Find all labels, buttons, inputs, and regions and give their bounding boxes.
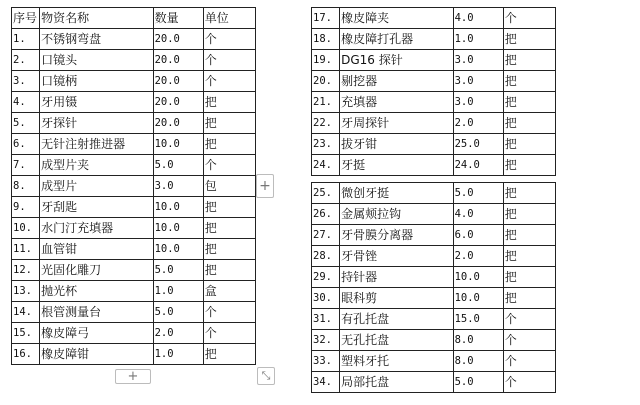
cell-unit[interactable]: 把 xyxy=(203,92,255,113)
table-row xyxy=(312,204,556,225)
cell-unit[interactable]: 盒 xyxy=(203,281,255,302)
cell-index[interactable]: 30. xyxy=(312,288,340,309)
cell-quantity[interactable]: 15.0 xyxy=(453,309,503,330)
cell-unit[interactable]: 个 xyxy=(503,309,555,330)
cell-index[interactable]: 33. xyxy=(312,351,340,372)
table-row xyxy=(12,302,256,323)
cell-item-name[interactable]: 不锈钢弯盘 xyxy=(40,29,153,50)
add-row-button[interactable]: + xyxy=(115,369,151,384)
cell-quantity[interactable]: 3.0 xyxy=(453,92,503,113)
cell-item-name[interactable]: DG16 探针 xyxy=(340,50,453,71)
cell-index[interactable]: 29. xyxy=(312,267,340,288)
cell-index[interactable]: 16. xyxy=(12,344,40,365)
cell-index[interactable]: 25. xyxy=(312,183,340,204)
cell-quantity[interactable]: 10.0 xyxy=(153,134,203,155)
cell-index[interactable]: 9. xyxy=(12,197,40,218)
cell-unit[interactable]: 把 xyxy=(503,92,555,113)
cell-quantity[interactable]: 4.0 xyxy=(453,204,503,225)
cell-unit[interactable]: 个 xyxy=(203,155,255,176)
cell-quantity[interactable]: 20.0 xyxy=(153,71,203,92)
table-row xyxy=(12,323,256,344)
inventory-table-2 xyxy=(311,7,556,176)
cell-index[interactable]: 11. xyxy=(12,239,40,260)
cell-quantity[interactable]: 5.0 xyxy=(153,302,203,323)
table-row xyxy=(12,197,256,218)
cell-index[interactable]: 26. xyxy=(312,204,340,225)
cell-index[interactable]: 12. xyxy=(12,260,40,281)
cell-quantity[interactable]: 10.0 xyxy=(453,288,503,309)
cell-quantity[interactable]: 5.0 xyxy=(153,155,203,176)
cell-item-name[interactable]: 微创牙挺 xyxy=(340,183,453,204)
cell-quantity[interactable]: 3.0 xyxy=(153,176,203,197)
cell-index[interactable]: 5. xyxy=(12,113,40,134)
header-item-name[interactable]: 物资名称 xyxy=(40,8,153,29)
inventory-table-1 xyxy=(11,7,256,365)
table-row xyxy=(312,92,556,113)
cell-item-name[interactable]: 金属颊拉钩 xyxy=(340,204,453,225)
add-column-button[interactable]: + xyxy=(256,174,274,198)
cell-index[interactable]: 15. xyxy=(12,323,40,344)
cell-unit[interactable]: 把 xyxy=(203,218,255,239)
cell-quantity[interactable]: 8.0 xyxy=(453,351,503,372)
cell-item-name[interactable]: 局部托盘 xyxy=(340,372,453,393)
cell-unit[interactable]: 个 xyxy=(203,323,255,344)
cell-item-name[interactable]: 无孔托盘 xyxy=(340,330,453,351)
cell-quantity[interactable]: 25.0 xyxy=(453,134,503,155)
cell-item-name[interactable]: 橡皮障夹 xyxy=(340,8,453,29)
cell-unit[interactable]: 把 xyxy=(503,113,555,134)
cell-index[interactable]: 34. xyxy=(312,372,340,393)
cell-unit[interactable]: 把 xyxy=(203,197,255,218)
table-row xyxy=(312,134,556,155)
cell-item-name[interactable]: 有孔托盘 xyxy=(340,309,453,330)
cell-item-name[interactable]: 牙骨锉 xyxy=(340,246,453,267)
cell-unit[interactable]: 个 xyxy=(203,71,255,92)
cell-item-name[interactable]: 橡皮障钳 xyxy=(40,344,153,365)
cell-unit[interactable]: 包 xyxy=(203,176,255,197)
table-row xyxy=(12,260,256,281)
cell-item-name[interactable]: 牙用镊 xyxy=(40,92,153,113)
cell-quantity[interactable]: 4.0 xyxy=(453,8,503,29)
cell-item-name[interactable]: 无针注射推进器 xyxy=(40,134,153,155)
cell-item-name[interactable]: 成型片夹 xyxy=(40,155,153,176)
cell-unit[interactable]: 个 xyxy=(203,29,255,50)
cell-index[interactable]: 14. xyxy=(12,302,40,323)
table-row xyxy=(12,29,256,50)
cell-item-name[interactable]: 剔挖器 xyxy=(340,71,453,92)
cell-index[interactable]: 18. xyxy=(312,29,340,50)
table-row xyxy=(12,176,256,197)
cell-unit[interactable]: 把 xyxy=(503,267,555,288)
cell-item-name[interactable]: 牙刮匙 xyxy=(40,197,153,218)
cell-index[interactable]: 23. xyxy=(312,134,340,155)
cell-quantity[interactable]: 8.0 xyxy=(453,330,503,351)
cell-unit[interactable]: 把 xyxy=(503,225,555,246)
cell-item-name[interactable]: 牙周探针 xyxy=(340,113,453,134)
cell-unit[interactable]: 把 xyxy=(503,288,555,309)
cell-index[interactable]: 1. xyxy=(12,29,40,50)
cell-unit[interactable]: 把 xyxy=(203,260,255,281)
table-row xyxy=(312,50,556,71)
cell-item-name[interactable]: 血管钳 xyxy=(40,239,153,260)
cell-index[interactable]: 32. xyxy=(312,330,340,351)
cell-unit[interactable]: 个 xyxy=(503,8,555,29)
table-row xyxy=(312,351,556,372)
cell-unit[interactable]: 个 xyxy=(203,302,255,323)
cell-unit[interactable]: 把 xyxy=(503,134,555,155)
cell-quantity[interactable]: 1.0 xyxy=(153,281,203,302)
table-row xyxy=(312,330,556,351)
cell-item-name[interactable]: 拔牙钳 xyxy=(340,134,453,155)
table-row xyxy=(12,239,256,260)
table-row xyxy=(312,71,556,92)
cell-quantity[interactable]: 3.0 xyxy=(453,71,503,92)
inventory-table-3 xyxy=(311,182,556,393)
cell-item-name[interactable]: 牙探针 xyxy=(40,113,153,134)
cell-index[interactable]: 3. xyxy=(12,71,40,92)
header-unit[interactable]: 单位 xyxy=(203,8,255,29)
cell-index[interactable]: 8. xyxy=(12,176,40,197)
cell-item-name[interactable]: 牙骨膜分离器 xyxy=(340,225,453,246)
table-row xyxy=(312,372,556,393)
cell-quantity[interactable]: 10.0 xyxy=(153,197,203,218)
cell-quantity[interactable]: 20.0 xyxy=(153,50,203,71)
cell-item-name[interactable]: 牙挺 xyxy=(340,155,453,176)
cell-unit[interactable]: 把 xyxy=(203,239,255,260)
table-row xyxy=(12,344,256,365)
cell-item-name[interactable]: 成型片 xyxy=(40,176,153,197)
cell-unit[interactable]: 把 xyxy=(503,246,555,267)
cell-quantity[interactable]: 10.0 xyxy=(153,218,203,239)
cell-index[interactable]: 13. xyxy=(12,281,40,302)
cell-item-name[interactable]: 根管测量台 xyxy=(40,302,153,323)
cell-item-name[interactable]: 光固化雕刀 xyxy=(40,260,153,281)
cell-quantity[interactable]: 1.0 xyxy=(453,29,503,50)
table-row xyxy=(12,281,256,302)
cell-unit[interactable]: 把 xyxy=(203,134,255,155)
table-row xyxy=(312,225,556,246)
cell-item-name[interactable]: 橡皮障打孔器 xyxy=(340,29,453,50)
table-row xyxy=(12,155,256,176)
cell-item-name[interactable]: 口镜头 xyxy=(40,50,153,71)
cell-unit[interactable]: 把 xyxy=(503,71,555,92)
cell-index[interactable]: 31. xyxy=(312,309,340,330)
table-row xyxy=(12,218,256,239)
table-row xyxy=(312,8,556,29)
table-header-row xyxy=(12,8,256,29)
cell-unit[interactable]: 把 xyxy=(503,155,555,176)
table-row xyxy=(312,309,556,330)
cell-unit[interactable]: 把 xyxy=(503,183,555,204)
table-row xyxy=(12,50,256,71)
cell-index[interactable]: 17. xyxy=(312,8,340,29)
cell-quantity[interactable]: 20.0 xyxy=(153,92,203,113)
cell-quantity[interactable]: 5.0 xyxy=(453,183,503,204)
cell-quantity[interactable]: 5.0 xyxy=(153,260,203,281)
cell-index[interactable]: 24. xyxy=(312,155,340,176)
cell-quantity[interactable]: 2.0 xyxy=(453,246,503,267)
cell-item-name[interactable]: 抛光杯 xyxy=(40,281,153,302)
table-row xyxy=(312,267,556,288)
cell-quantity[interactable]: 24.0 xyxy=(453,155,503,176)
cell-quantity[interactable]: 1.0 xyxy=(153,344,203,365)
cell-index[interactable]: 2. xyxy=(12,50,40,71)
table-row xyxy=(312,29,556,50)
header-quantity[interactable]: 数量 xyxy=(153,8,203,29)
cell-unit[interactable]: 把 xyxy=(203,113,255,134)
cell-quantity[interactable]: 20.0 xyxy=(153,29,203,50)
table-row xyxy=(12,71,256,92)
cell-quantity[interactable]: 5.0 xyxy=(453,372,503,393)
table-row xyxy=(12,113,256,134)
cell-index[interactable]: 6. xyxy=(12,134,40,155)
cell-unit[interactable]: 把 xyxy=(503,50,555,71)
cell-item-name[interactable]: 充填器 xyxy=(340,92,453,113)
cell-unit[interactable]: 个 xyxy=(503,351,555,372)
table-row xyxy=(312,155,556,176)
cell-quantity[interactable]: 2.0 xyxy=(153,323,203,344)
cell-item-name[interactable]: 塑料牙托 xyxy=(340,351,453,372)
cell-quantity[interactable]: 10.0 xyxy=(153,239,203,260)
cell-quantity[interactable]: 6.0 xyxy=(453,225,503,246)
cell-unit[interactable]: 个 xyxy=(503,372,555,393)
cell-item-name[interactable]: 水门汀充填器 xyxy=(40,218,153,239)
cell-index[interactable]: 20. xyxy=(312,71,340,92)
table-row xyxy=(312,113,556,134)
resize-handle-icon[interactable]: ⤡ xyxy=(257,367,275,385)
table-row xyxy=(312,288,556,309)
cell-unit[interactable]: 把 xyxy=(503,204,555,225)
cell-quantity[interactable]: 3.0 xyxy=(453,50,503,71)
table-row xyxy=(12,92,256,113)
cell-index[interactable]: 28. xyxy=(312,246,340,267)
cell-quantity[interactable]: 2.0 xyxy=(453,113,503,134)
cell-quantity[interactable]: 20.0 xyxy=(153,113,203,134)
cell-item-name[interactable]: 眼科剪 xyxy=(340,288,453,309)
cell-index[interactable]: 4. xyxy=(12,92,40,113)
cell-quantity[interactable]: 10.0 xyxy=(453,267,503,288)
cell-unit[interactable]: 把 xyxy=(503,29,555,50)
cell-index[interactable]: 10. xyxy=(12,218,40,239)
cell-index[interactable]: 19. xyxy=(312,50,340,71)
cell-index[interactable]: 21. xyxy=(312,92,340,113)
cell-unit[interactable]: 个 xyxy=(203,50,255,71)
table-row xyxy=(312,183,556,204)
cell-item-name[interactable]: 持针器 xyxy=(340,267,453,288)
cell-index[interactable]: 27. xyxy=(312,225,340,246)
table-row xyxy=(12,134,256,155)
cell-index[interactable]: 22. xyxy=(312,113,340,134)
header-index[interactable]: 序号 xyxy=(12,8,40,29)
cell-unit[interactable]: 把 xyxy=(203,344,255,365)
table-row xyxy=(312,246,556,267)
cell-unit[interactable]: 个 xyxy=(503,330,555,351)
cell-index[interactable]: 7. xyxy=(12,155,40,176)
cell-item-name[interactable]: 橡皮障弓 xyxy=(40,323,153,344)
cell-item-name[interactable]: 口镜柄 xyxy=(40,71,153,92)
